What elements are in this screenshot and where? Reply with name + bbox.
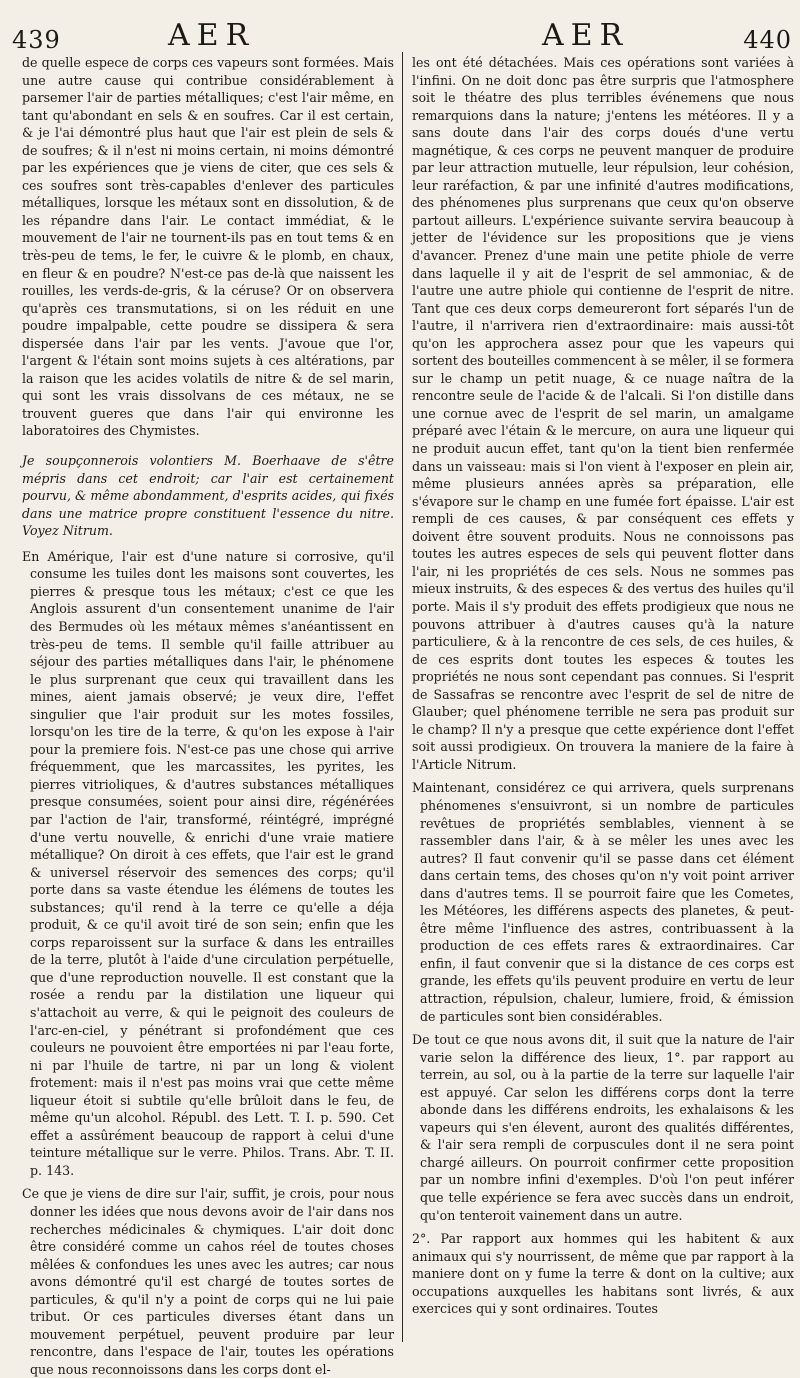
paragraph: Maintenant, considérez ce qui arrivera, quels surprenans phénomenes s'ensuivront, si un nombre de particules revêtues de propriétés semblables, viennent à se rassembler dans l'air, & à se mêler les unes avec les autres? Il faut convenir qu'il se passe dans cet élément dans certain tems, des choses qu'on n'y voit point arriver dans d'autres tems. Il se pourroit faire que les Cometes, les Météores, les différens aspects des planetes, & peut-être même l'influence des astres, contribuassent à la production de ces effets rares & extraordinaires. Car enfin, il faut convenir que si la distance de ces corps est grande, les effets qu'ils peuvent produire en vertu de leur attraction, répulsion, chaleur, lumiere, froid, & émission de particules sont bien considérables.: [412, 780, 794, 1024]
paragraph: Ce que je viens de dire sur l'air, suffit, je crois, pour nous donner les idées que nous devons avoir de l'air dans nos recherches médicinales & chymiques. L'air doit donc être considéré comme un cahos réel de toutes choses mêlées & confondues les unes avec les autres; car nous avons démontré qu'il est chargé de toutes sortes de particules, & qu'il n'y a point de corps qui ne lui paie tribut. Or ces particules diverses étant dans un mouvement perpétuel, peuvent produire par leur rencontre, dans l'espace de l'air, toutes les opérations que nous reconnoissons dans les corps dont el-: [22, 1186, 394, 1377]
paragraph: les ont été détachées. Mais ces opérations sont variées à l'infini. On ne doit donc pas être surpris que l'atmosphere soit le théatre des plus terribles événemens que nous remarquions dans la nature; j'entens les météores. Il y a sans doute dans l'air des corps doués d'une vertu magnétique, & ces corps ne peuvent manquer de produire par leur attraction mutuelle, leur répulsion, leur cohésion, leur raréfaction, & par une infinité d'autres modifications, des phénomenes plus surprenans que ceux qu'on observe partout ailleurs. L'expérience suivante servira beaucoup à jetter de l'évidence sur les propositions que je viens d'avancer. Prenez d'une main une petite phiole de verre dans laquelle il y ait de l'esprit de sel ammoniac, & de l'autre une autre phiole qui contienne de l'esprit de nitre. Tant que ces deux corps demeureront fort séparés l'un de l'autre, il n'arrivera rien d'extraordinaire: mais aussi-tôt qu'on les approchera assez pour que les vapeurs qui sortent des bouteilles commencent à se mêler, il se formera sur le champ un petit nuage, & ce nuage naîtra de la rencontre seule de l'acide & de l'alcali. Si l'on distille dans une cornue avec de l'esprit de sel marin, un amalgame préparé avec l'étain & le mercure, on aura une liqueur qui ne produit aucun effet, tant qu'on la tient bien renfermée dans un vaisseau: mais si l'on vient à l'exposer en plein air, même plusieurs années après sa préparation, elle s'évapore sur le champ en une fumée fort épaisse. L'air est rempli de ces causes, & par conséquent ces effets y doivent être souvent produits. Nous ne connoissons pas toutes les autres especes de sels qui peuvent flotter dans l'air, ni les propriétés de ces sels. Nous ne sommes pas mieux instruits, & des especes & des vertus des huiles qu'il porte. Mais il s'y produit des effets prodigieux que nous ne pouvons attribuer à d'autres causes qu'à la nature particuliere, & à la rencontre de ces sels, de ces huiles, & de ces esprits dont toutes les especes & toutes les propriétés ne nous sont cependant pas connues. Si l'esprit de Sassafras se rencontre avec l'esprit de sel de nitre de Glauber; quel phénomene terrible ne sera pas produit sur le champ? Il n'y a presque que cette expérience dont l'effet soit aussi prodigieux. On trouvera la maniere de la faire à l'Article Nitrum.: [412, 55, 794, 772]
paragraph-note: Je soupçonnerois volontiers M. Boerhaave de s'être mépris dans cet endroit; car l'air est certainement pourvu, & même abondamment, d'esprits acides, qui fixés dans une matrice propre constituent l'essence du nitre. Voyez Nitrum.: [22, 453, 394, 539]
right-column: [412, 54, 794, 1318]
paragraph: En Amérique, l'air est d'une nature si corrosive, qu'il consume les tuiles dont les maisons sont couvertes, les pierres & presque tous les métaux; c'est ce que les Anglois assurent d'un consentement unanime de l'air des Bermudes où les métaux mêmes s'anéantissent en très-peu de tems. Il semble qu'il faille attribuer au séjour des parties métalliques dans l'air, le phénomene le plus surprenant que ceux qui travaillent dans les mines, aient jamais observé; je veux dire, l'effet singulier que l'air produit sur les motes fossiles, lorsqu'on les tire de la terre, & qu'on les expose à l'air pour la premiere fois. N'est-ce pas une chose qui arrive fréquemment, que les marcassites, les pyrites, les pierres vitrioliques, & d'autres substances métalliques presque consumées, soient pour ainsi dire, régénérées par l'action de l'air, transformé, réintégré, imprégné d'une vertu nouvelle, & enrichi d'une vraie matiere métallique? On diroit à ces effets, que l'air est le grand & universel réservoir des semences des corps; qu'il porte dans sa vaste étendue les élémens de toutes les substances; qu'il rend à la terre ce qu'elle a déja produit, & ce qu'il avoit tiré de son sein; enfin que les corps reparoissent sur la surface & dans les entrailles de la terre, plutôt à l'aide d'une circulation perpétuelle, que d'une reproduction nouvelle. Il est constant que la rosée a rendu par la distilation une liqueur qui s'attachoit au verre, & qui le peignoit des couleurs de l'arc-en-ciel, y pénétrant si profondément que ces couleurs ne pouvoient être emportées ni par l'eau forte, ni par l'huile de tartre, ni par un long & violent frotement: mais il n'est pas moins vrai que cette même liqueur étoit si subtile qu'elle brûloit dans le feu, de même qu'un alcohol. Républ. des Lett. T. I. p. 590. Cet effet a assûrément beaucoup de rapport à celui d'une teinture métallique sur le verre. Philos. Trans. Abr. T. II. p. 143.: [22, 548, 394, 1178]
paragraph: De tout ce que nous avons dit, il suit que la nature de l'air varie selon la différence des lieux, 1°. par rapport au terrein, au sol, ou à la partie de la terre sur laquelle l'air est appuyé. Car selon les différens corps dont la terre abonde dans les différens endroits, les exhalaisons & les vapeurs qui s'en élevent, auront des qualités différentes, & l'air sera rempli de corpuscules dont il ne sera point chargé ailleurs. On pourroit confirmer cette proposition par un nombre infini d'exemples. D'où l'on peut inférer que telle expérience se fera avec succès dans un endroit, qu'on tenteroit vainement dans un autre.: [412, 1032, 794, 1223]
right-page-number: 440: [743, 26, 792, 54]
paragraph: de quelle espece de corps ces vapeurs sont formées. Mais une autre cause qui contribue considérablement à parsemer l'air de parties métalliques; c'est l'air même, en tant qu'abondant en sels & en soufres. Car il est certain, & je l'ai démontré plus haut que l'air est plein de sels & de soufres; & il n'est ni moins certain, ni moins démontré par les expériences que je viens de citer, que ces sels & ces soufres sont très-capables d'enlever des particules métalliques, lorsque les métaux sont en dissolution, & de les répandre dans l'air. Le contact immédiat, & le mouvement de l'air ne tournent-ils pas en tout tems & en très-peu de tems, le fer, le cuivre & le plomb, en chaux, en fleur & en poudre? N'est-ce pas de-là que naissent les rouilles, les verds-de-gris, & la céruse? Or on observera qu'après ces transmutations, si on les réduit en une poudre impalpable, cette poudre se dissipera & sera dispersée dans l'air par les vents. J'avoue que l'or, l'argent & l'étain sont moins sujets à ces altérations, par la raison que les acides volatils de nitre & de sel marin, qui sont les vrais dissolvans de ces métaux, ne se trouvent gueres que dans l'air qui environne les laboratoires des Chymistes.: [22, 55, 394, 439]
column-divider: [402, 52, 403, 1342]
left-page-number: 439: [12, 26, 61, 54]
right-running-head: AER: [542, 18, 630, 53]
left-column: [22, 54, 394, 1378]
left-running-head: AER: [168, 18, 256, 53]
paragraph: 2°. Par rapport aux hommes qui les habitent & aux animaux qui s'y nourrissent, de même que par rapport à la maniere dont on y fume la terre & dont on la cultive; aux occupations auxquelles les habitans sont livrés, & aux exercices qui y sont ordinaires. Toutes: [412, 1231, 794, 1317]
